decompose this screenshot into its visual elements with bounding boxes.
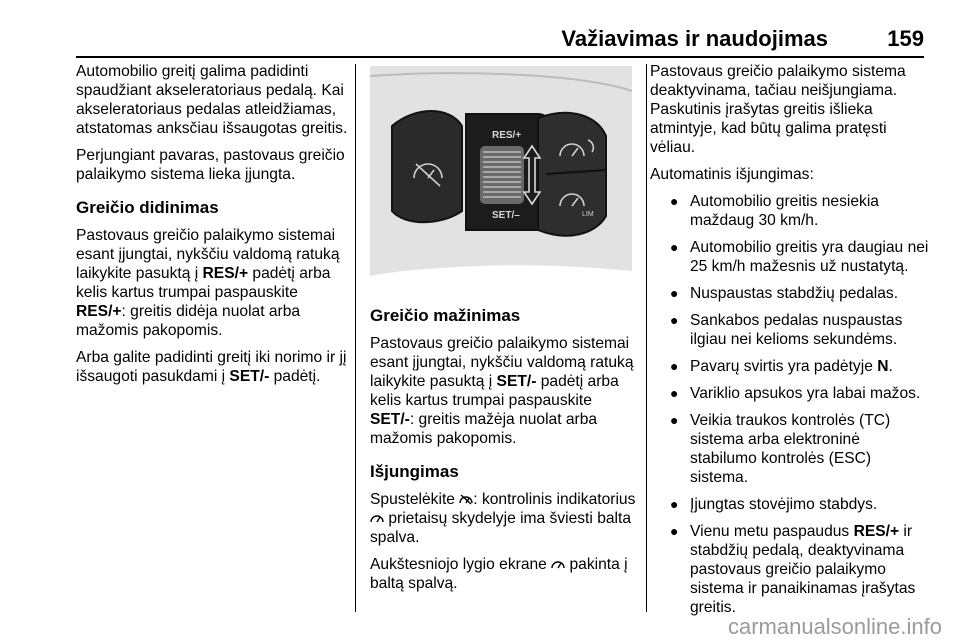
page-number: 159 bbox=[887, 26, 924, 51]
section-heading: Greičio mažinimas bbox=[370, 306, 521, 325]
paragraph: Perjungiant pavaras, pastovaus greičio palaikymo sistema lieka įjungta. bbox=[76, 147, 345, 183]
list-item: ● Įjungtas stovėjimo stabdys. bbox=[670, 496, 878, 513]
steering-wheel-controls-figure bbox=[370, 66, 632, 278]
page-title: Važiavimas ir naudojimas bbox=[561, 26, 828, 51]
cruise-indicator-icon bbox=[551, 558, 565, 570]
list-item: ● Vienu metu paspaudus RES/+ ir stabdžių pedalą, deaktyvinama pastovaus greičio palaikymo sistema ir panaikinamas įrašytas greitis. bbox=[670, 523, 916, 616]
bullet-icon: ● bbox=[670, 285, 679, 301]
section-heading: Išjungimas bbox=[370, 462, 459, 481]
list-item: ● Pavarų svirtis yra padėtyje N. bbox=[670, 358, 893, 375]
list-item: ● Veikia traukos kontrolės (TC) sistema arba elektroninė stabilumo kontrolės (ESC) sistema. bbox=[670, 412, 891, 486]
column-divider bbox=[355, 64, 356, 612]
paragraph: Spustelėkite : kontrolinis indikatorius prietaisų skydelyje ima šviesti balta spalva. bbox=[370, 491, 636, 546]
list-item: ● Variklio apsukos yra labai mažos. bbox=[670, 385, 921, 402]
paragraph: Automatinis išjungimas: bbox=[650, 166, 814, 183]
list-item: ● Sankabos pedalas nuspaustas ilgiau nei kelioms sekundėms. bbox=[670, 312, 903, 348]
bullet-icon: ● bbox=[670, 239, 679, 255]
paragraph: Pastovaus greičio palaikymo sistema deaktyvinama, tačiau neišjungiama. Paskutinis įrašytas greitis išlieka atmintyje, kad būtų galima pratęsti vėliau. bbox=[650, 63, 906, 156]
cruise-indicator-icon bbox=[370, 512, 384, 524]
list-item: ● Nuspaustas stabdžių pedalas. bbox=[670, 285, 899, 302]
bullet-icon: ● bbox=[670, 193, 679, 209]
bullet-icon: ● bbox=[670, 412, 679, 428]
section-heading: Greičio didinimas bbox=[76, 198, 219, 217]
column-right bbox=[650, 62, 930, 625]
lim-label: LIM bbox=[582, 211, 594, 218]
steering-wheel-illustration bbox=[370, 66, 632, 278]
bullet-icon: ● bbox=[670, 523, 679, 539]
paragraph: Pastovaus greičio palaikymo sistemai esant įjungtai, nykščiu valdomą ratuką laikykite pasuktą į SET/- padėtį arba kelis kartus trumpai paspauskite SET/-: greitis mažėja nuolat arba mažomis pakopomis. bbox=[370, 335, 634, 447]
paragraph: Arba galite padidinti greitį iki norimo ir jį išsaugoti pasukdami į SET/- padėtį. bbox=[76, 349, 347, 385]
bullet-icon: ● bbox=[670, 496, 679, 512]
bullet-icon: ● bbox=[670, 385, 679, 401]
set-label: SET/– bbox=[492, 210, 520, 221]
list-item: ● Automobilio greitis nesiekia maždaug 30 km/h. bbox=[670, 193, 879, 229]
list-item: ● Automobilio greitis yra daugiau nei 25 km/h mažesnis už nustatytą. bbox=[670, 239, 929, 275]
column-divider bbox=[646, 64, 647, 612]
page-header bbox=[76, 22, 924, 58]
auto-off-list bbox=[650, 192, 930, 617]
watermark: carmanualsonline.info bbox=[727, 614, 942, 639]
paragraph: Automobilio greitį galima padidinti spaudžiant akseleratoriaus pedalą. Kai akseleratoriaus pedalas atleidžiamas, atstatomas anksčiau išsaugotas greitis. bbox=[76, 63, 348, 137]
cruise-off-icon bbox=[459, 493, 473, 505]
bullet-icon: ● bbox=[670, 312, 679, 328]
res-label: RES/+ bbox=[492, 130, 522, 141]
paragraph: Aukštesniojo lygio ekrane pakinta į baltą spalvą. bbox=[370, 556, 628, 592]
column-left bbox=[76, 62, 348, 394]
bullet-icon: ● bbox=[670, 358, 679, 374]
paragraph: Pastovaus greičio palaikymo sistemai esant įjungtai, nykščiu valdomą ratuką laikykite pasuktą į RES/+ padėtį arba kelis kartus trumpai paspauskite RES/+: greitis didėja nuolat arba mažomis pakopomis. bbox=[76, 227, 340, 339]
column-middle bbox=[370, 292, 636, 601]
